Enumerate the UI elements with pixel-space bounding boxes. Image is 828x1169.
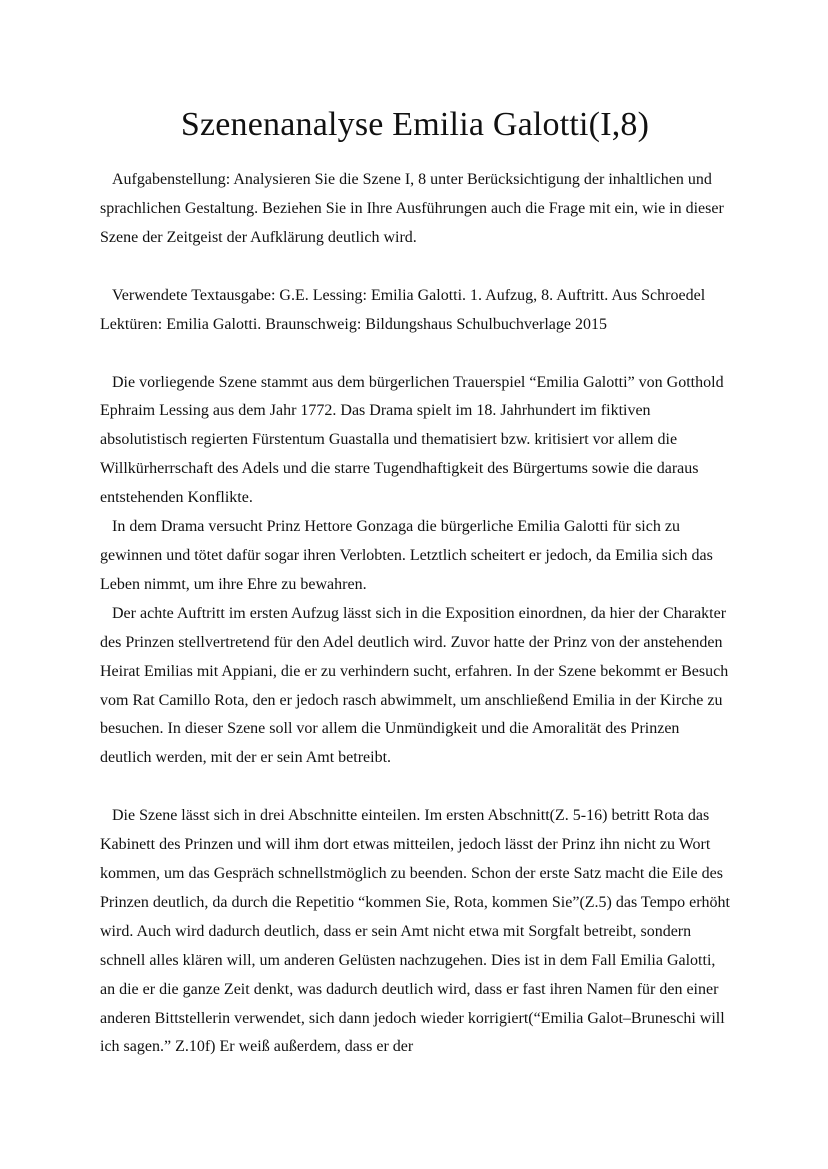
task-paragraph: Aufgabenstellung: Analysieren Sie die Szene I, 8 unter Berücksichtigung der inhaltlichen und sprachlichen Gestaltung. Beziehen Sie in Ihre Ausführungen auch die Frage mit ein, wie in dieser Szene der Zeitgeist der Aufklärung deutlich wird.	[100, 171, 724, 246]
intro-paragraph: Die vorliegende Szene stammt aus dem bürgerlichen Trauerspiel “Emilia Galotti” von Gotthold Ephraim Lessing aus dem Jahr 1772. Das Drama spielt im 18. Jahrhundert im fiktiven absolutistisch regierten Fürstentum Guastalla und thematisiert bzw. kritisiert vor allem die Willkürherrschaft des Adels und die starre Tugendhaftigkeit des Bürgertums sowie die daraus entstehenden Konflikte.	[100, 373, 724, 507]
source-paragraph: Verwendete Textausgabe: G.E. Lessing: Emilia Galotti. 1. Aufzug, 8. Auftritt. Aus Schroedel Lektüren: Emilia Galotti. Braunschweig: Bildungshaus Schulbuchverlage 2015	[100, 286, 706, 333]
context-paragraph: Der achte Auftritt im ersten Aufzug lässt sich in die Exposition einordnen, da hier der Charakter des Prinzen stellvertretend für den Adel deutlich wird. Zuvor hatte der Prinz von der anstehenden Heirat Emilias mit Appiani, die er zu verhindern sucht, erfahren. In der Szene bekommt er Besuch vom Rat Camillo Rota, den er jedoch rasch abwimmelt, um anschließend Emilia in der Kirche zu besuchen. In dieser Szene soll vor allem die Unmündigkeit und die Amoralität des Prinzen deutlich werden, mit der er sein Amt betreibt.	[100, 604, 729, 767]
summary-paragraph: In dem Drama versucht Prinz Hettore Gonzaga die bürgerliche Emilia Galotti für sich zu gewinnen und tötet dafür sogar ihren Verlobten. Letztlich scheitert er jedoch, da Emilia sich das Leben nimmt, um ihre Ehre zu bewahren.	[100, 518, 713, 593]
document-title: Szenenanalyse Emilia Galotti(I,8)	[180, 106, 650, 143]
structure-paragraph: Die Szene lässt sich in drei Abschnitte einteilen. Im ersten Abschnitt(Z. 5-16) betritt Rota das Kabinett des Prinzen und will ihm dort etwas mitteilen, jedoch lässt der Prinz ihn nicht zu Wort kommen, um das Gespräch schnellstmöglich zu beenden. Schon der erste Satz macht die Eile des Prinzen deutlich, da durch die Repetitio “kommen Sie, Rota, kommen Sie”(Z.5) das Tempo erhöht wird. Auch wird dadurch deutlich, dass er sein Amt nicht etwa mit Sorgfalt betreibt, sondern schnell alles klären will, um anderen Gelüsten nachzugehen. Dies ist in dem Fall Emilia Galotti, an die er die ganze Zeit denkt, was dadurch deutlich wird, dass er fast ihren Namen für den einer anderen Bittstellerin verwendet, sich dann jedoch wieder korrigiert(“Emilia Galot–Bruneschi will ich sagen.” Z.10f) Er weiß außerdem, dass er der	[100, 807, 730, 1056]
